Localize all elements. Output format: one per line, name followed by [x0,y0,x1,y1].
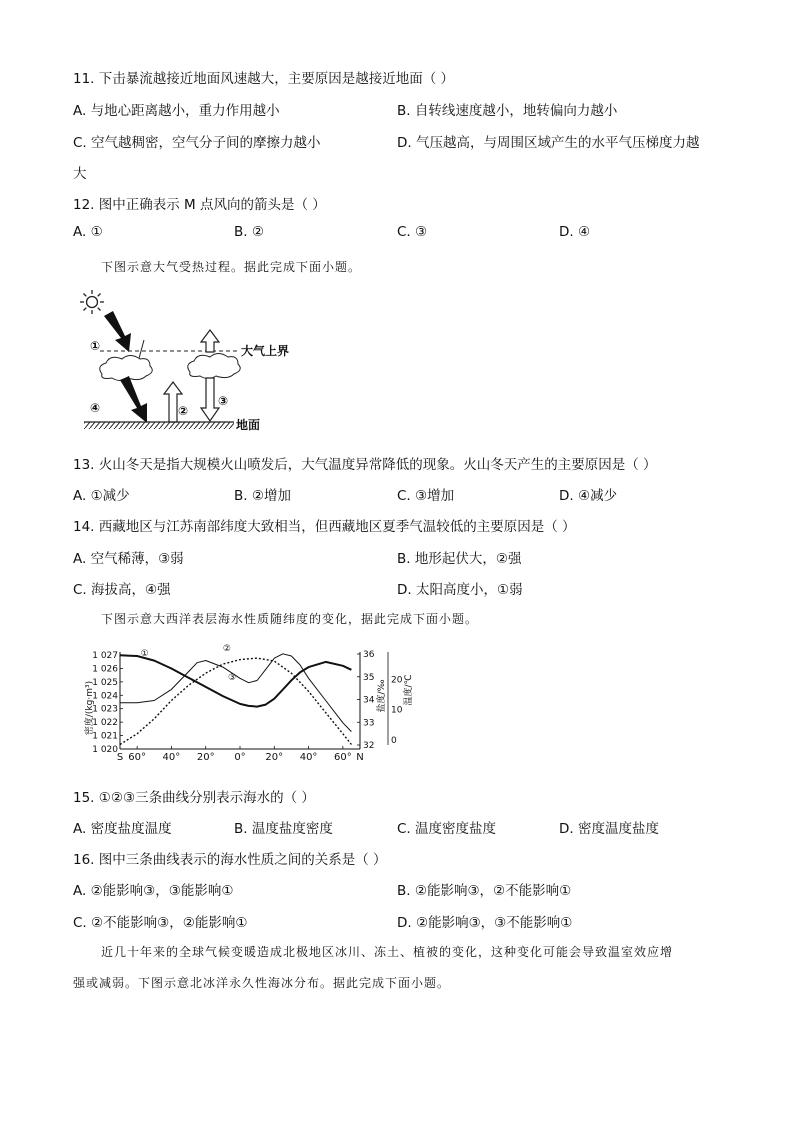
cloud-right [188,354,241,379]
q16-option-a: A. ②能影响③，③能影响① [73,883,234,899]
density-tick-label: 1 024 [92,691,118,702]
x-tick-label: 40° [162,752,181,763]
marker-1: ① [90,339,101,353]
sun-icon [80,290,104,314]
atlantic-properties-chart [78,640,418,770]
intro-atlantic-chart: 下图示意大西洋表层海水性质随纬度的变化，据此完成下面小题。 [101,612,479,626]
salinity-tick-label: 34 [363,695,375,706]
salinity-tick-label: 32 [363,741,375,751]
q13-option-a: A. ①减少 [73,488,130,504]
q15-option-d: D. 密度温度盐度 [559,821,659,837]
density-tick-label: 1 023 [92,704,118,715]
q13-option-d: D. ④减少 [559,488,618,504]
temperature-tick-label: 20 [391,675,403,686]
salinity-tick-label: 36 [363,650,375,660]
q13-stem: 13. 火山冬天是指大规模火山喷发后，大气温度异常降低的现象。火山冬天产生的主要原因是（ ） [73,457,657,473]
q14-option-c: C. 海拔高，④强 [73,582,171,598]
q14-stem: 14. 西藏地区与江苏南部纬度大致相当，但西藏地区夏季气温较低的主要原因是（ ） [73,519,576,535]
ground-hatching [84,422,234,429]
intro-arctic-line2: 强或减弱。下图示意北冰洋永久性海冰分布。据此完成下面小题。 [73,976,451,990]
intro-heating-process: 下图示意大气受热过程。据此完成下面小题。 [101,260,362,274]
marker-3: ③ [218,394,229,408]
q15-stem: 15. ①②③三条曲线分别表示海水的（ ） [73,790,315,806]
q14-option-d: D. 太阳高度小，①弱 [397,582,523,598]
x-tick-label: 60° [128,752,147,763]
solar-radiation-arrow [104,311,131,352]
ground-label: 地面 [236,418,261,432]
intro-arctic-line1: 近几十年来的全球气候变暖造成北极地区冰川、冻土、植被的变化，这种变化可能会导致温室效应增 [101,945,674,959]
q16-stem: 16. 图中三条曲线表示的海水性质之间的关系是（ ） [73,852,387,868]
heating-process-diagram [80,290,310,435]
q16-option-d: D. ②能影响③，③不能影响① [397,915,573,931]
q11-option-d: D. 气压越高，与周围区域产生的水平气压梯度力越 [397,135,700,151]
q13-option-c: C. ③增加 [397,488,455,504]
marker-2: ② [178,404,189,418]
q12-stem: 12. 图中正确表示 M 点风向的箭头是（ ） [73,197,326,213]
density-tick-label: 1 026 [92,664,118,675]
q12-option-b: B. ② [234,224,264,240]
q14-option-b: B. 地形起伏大，②强 [397,551,522,567]
q15-option-a: A. 密度盐度温度 [73,821,172,837]
q11-option-d-cont: 大 [73,166,87,182]
upper-atmosphere-label: 大气上界 [241,344,290,358]
salinity-tick-label: 35 [363,672,375,683]
temperature-tick-label: 10 [391,705,403,716]
density-axis-label: 密度/(kg·m³) [85,680,95,736]
q11-stem: 11. 下击暴流越接近地面风速越大，主要原因是越接近地面（ ） [73,71,455,87]
ground-radiation-absorbed-arrow [120,376,147,423]
q13-option-b: B. ②增加 [234,488,291,504]
x-tick-label: 20° [265,752,284,763]
series-label-2: ② [222,644,231,654]
q12-option-a: A. ① [73,224,103,240]
q12-option-d: D. ④ [559,224,591,240]
marker-4: ④ [90,401,101,415]
x-tick-label: 40° [299,752,318,763]
x-tick-label: 20° [196,752,215,763]
salinity-axis-label: 盐度/‰ [377,679,387,713]
q12-option-c: C. ③ [397,224,428,240]
q15-option-b: B. 温度盐度密度 [234,821,333,837]
density-tick-label: 1 025 [92,677,118,688]
outgoing-radiation-arrow [201,330,219,352]
q11-option-b: B. 自转线速度越小，地转偏向力越小 [397,103,618,119]
x-tick-label: S [116,752,124,763]
q14-option-a: A. 空气稀薄，③弱 [73,551,184,567]
x-tick-label: N [356,752,364,763]
density-tick-label: 1 021 [92,731,118,742]
series-label-1: ① [140,649,149,659]
cloud-left [100,356,153,381]
q11-option-a: A. 与地心距离越小，重力作用越小 [73,103,280,119]
temperature-axis-label: 温度/℃ [404,674,414,706]
atmospheric-counter-radiation-arrow [201,378,219,421]
salinity-tick-label: 33 [363,718,375,729]
q15-option-c: C. 温度密度盐度 [397,821,497,837]
density-tick-label: 1 027 [92,651,118,661]
temperature-tick-label: 0 [391,735,397,746]
x-tick-label: 0° [234,752,246,763]
q16-option-c: C. ②不能影响③，②能影响① [73,915,248,931]
density-tick-label: 1 020 [92,745,118,755]
series-label-3: ③ [228,673,237,683]
q16-option-b: B. ②能影响③，②不能影响① [397,883,572,899]
density-tick-label: 1 022 [92,718,118,729]
q11-option-c: C. 空气越稠密，空气分子间的摩擦力越小 [73,135,321,151]
x-tick-label: 60° [333,752,352,763]
